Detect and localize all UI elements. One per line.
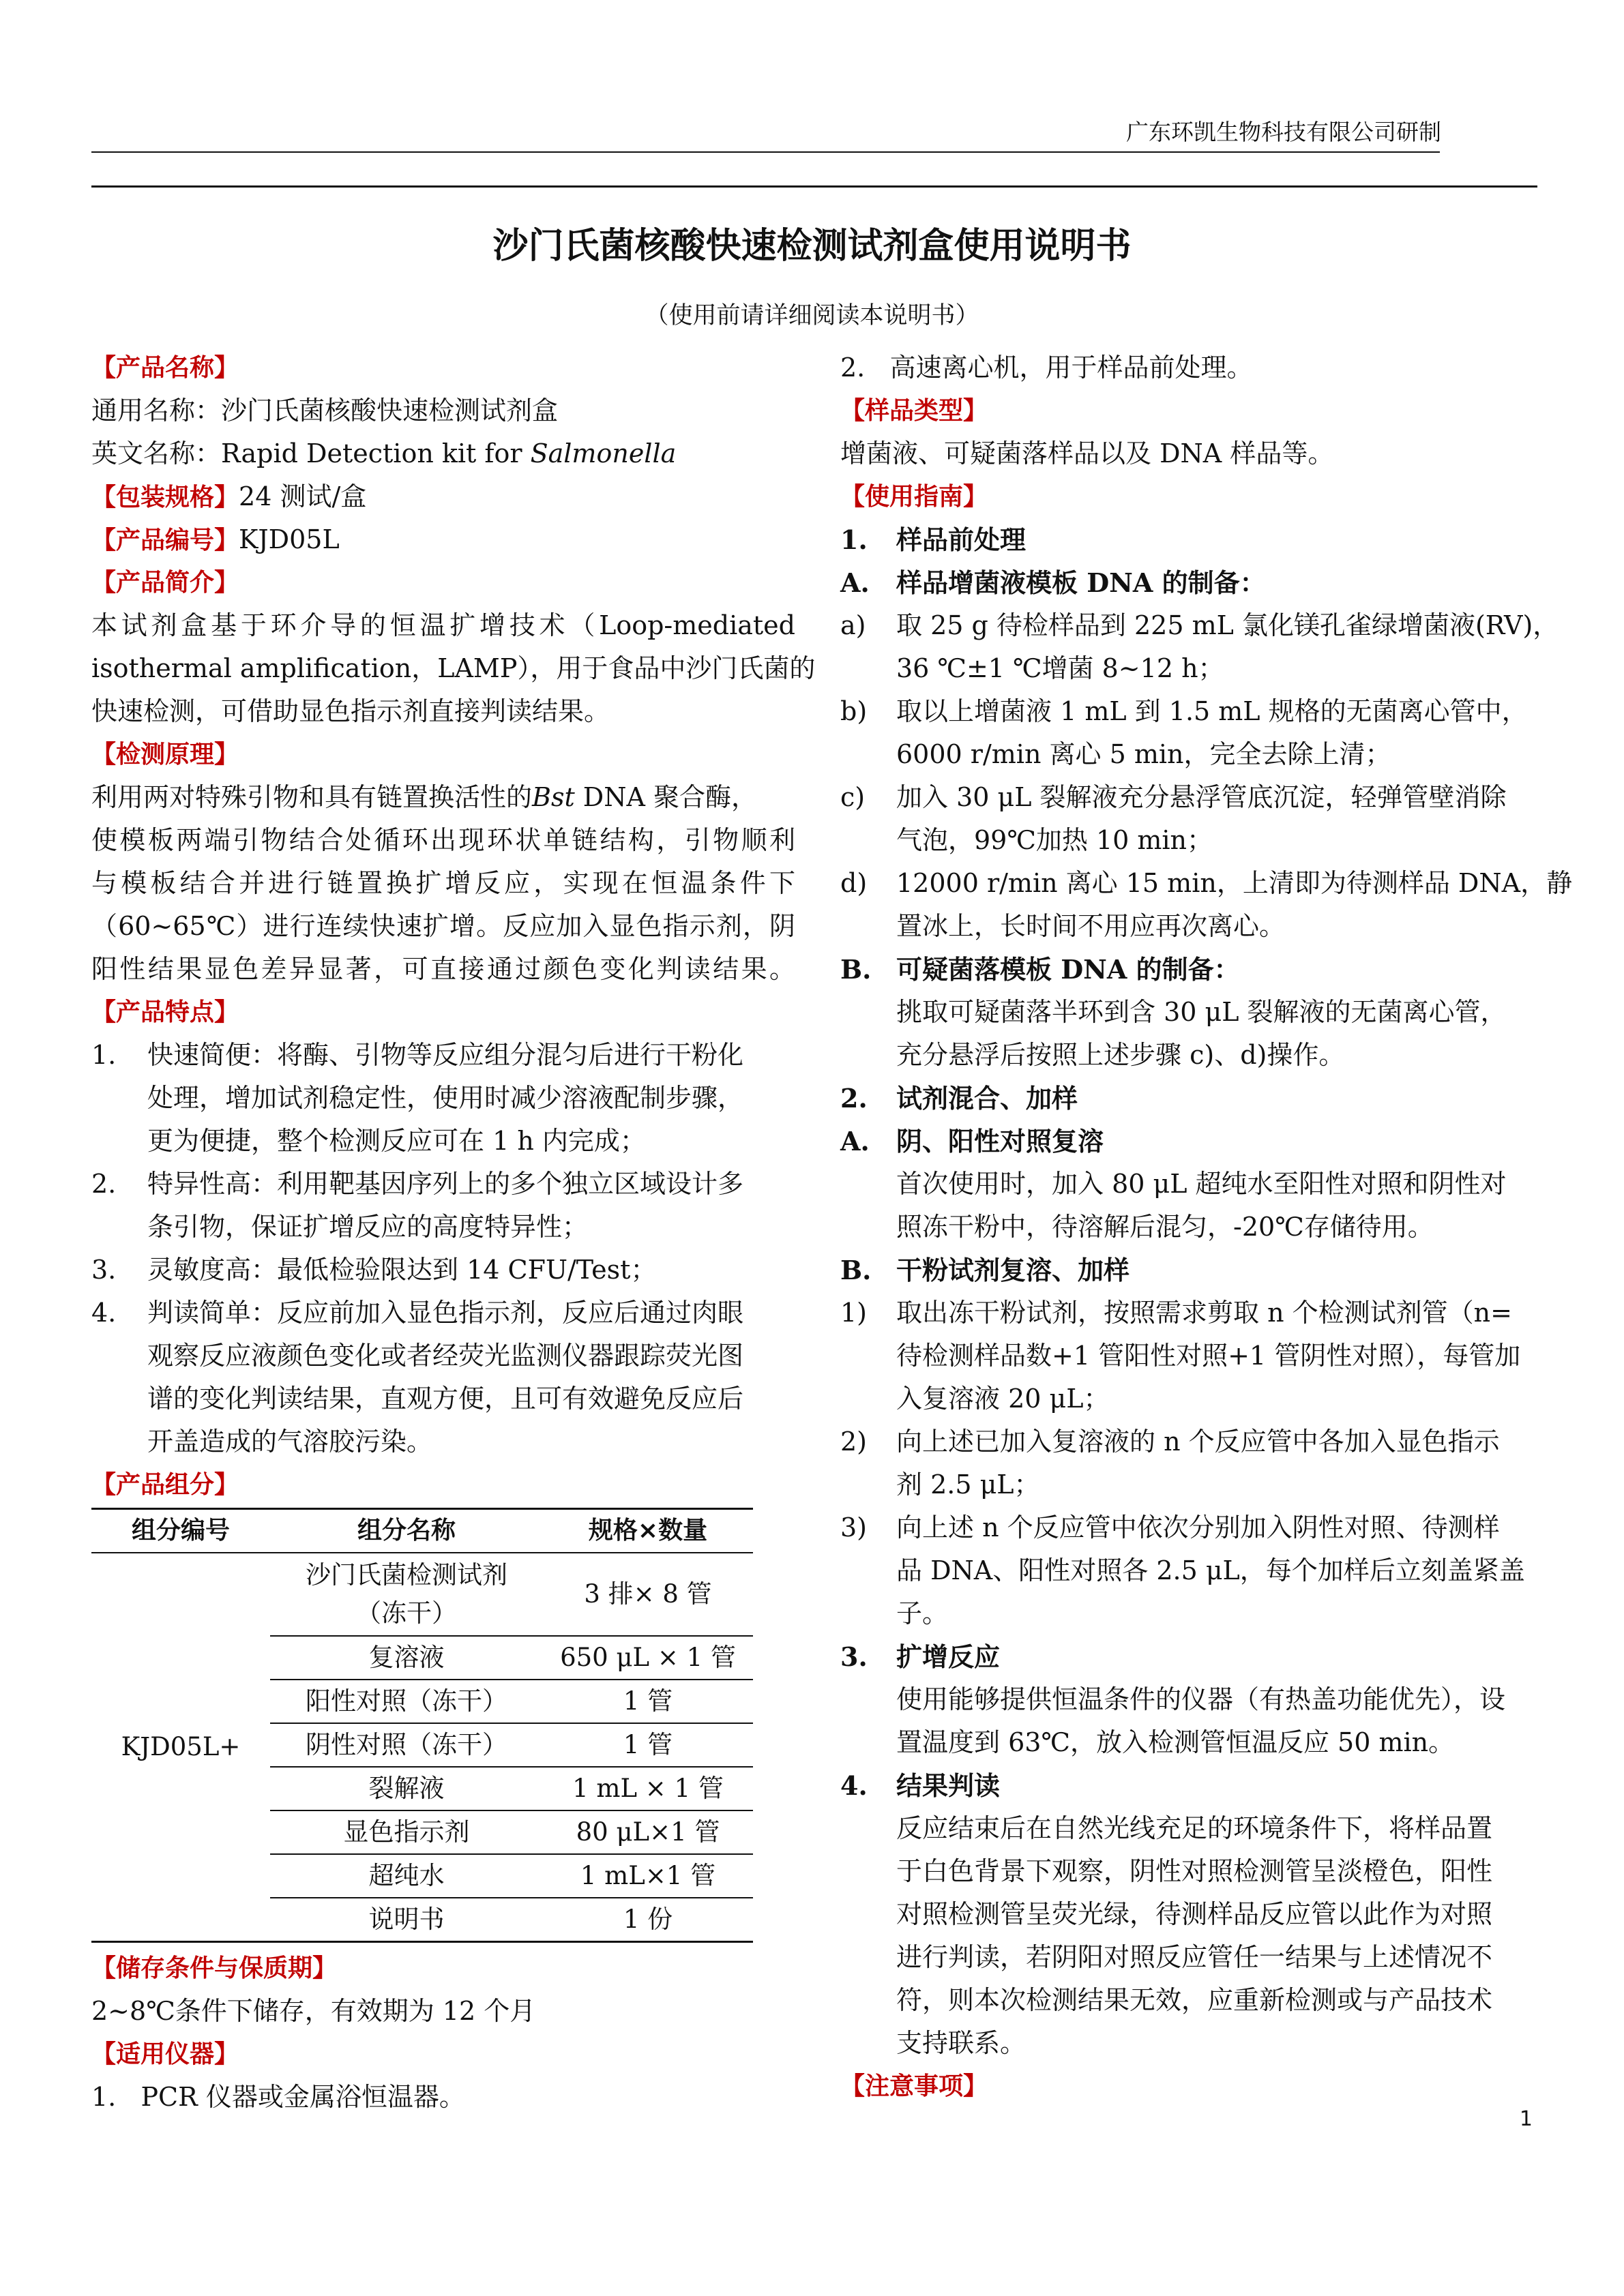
feature-text: 谱的变化判读结果，直观方便，且可有效避免反应后: [147, 1384, 744, 1414]
substep-text: 品 DNA、阳性对照各 2.5 μL，每个加样后立刻盖紧盖: [896, 1555, 1525, 1585]
feature-text: 判读简单：反应前加入显色指示剂，反应后通过肉眼: [147, 1298, 744, 1328]
step-title: 样品增菌液模板 DNA 的制备：: [896, 567, 1266, 598]
left-column: [91, 346, 816, 2119]
substep-text: 36 ℃±1 ℃增菌 8~12 h；: [896, 653, 1224, 683]
step-title: 结果判读: [896, 1770, 1001, 1801]
feature-text: 处理，增加试剂稳定性，使用时减少溶液配制步骤，: [147, 1083, 744, 1113]
section-sample-type: 【样品类型】: [840, 397, 988, 425]
substep-number: 2): [840, 1427, 868, 1457]
table-cell-spec: 1 mL × 1 管: [572, 1774, 724, 1803]
step-title: 试剂混合、加样: [896, 1083, 1078, 1114]
step-text: 于白色背景下观察，阴性对照检测管呈淡橙色，阳性: [896, 1856, 1493, 1886]
table-cell-name: 阴性对照（冻干）: [306, 1730, 507, 1759]
substep-number: b): [840, 696, 868, 726]
step-text: 反应结束后在自然光线充足的环境条件下，将样品置: [896, 1813, 1493, 1843]
substep-text: 气泡，99℃加热 10 min；: [896, 825, 1213, 855]
company-header: 广东环凯生物科技有限公司研制: [1126, 119, 1441, 145]
step-number: B.: [840, 954, 872, 985]
table-code-cell: KJD05L+: [121, 1732, 241, 1761]
step-text: 对照检测管呈荧光绿，待测样品反应管以此作为对照: [896, 1899, 1493, 1929]
table-cell-name: 显色指示剂: [343, 1817, 470, 1847]
substep-line: [840, 1420, 1544, 1463]
feature-text: 快速简便：将酶、引物等反应组分混匀后进行干粉化: [147, 1040, 744, 1070]
step-number: A.: [840, 1126, 870, 1157]
feature-number: 1.: [91, 1040, 117, 1070]
step-heading: [840, 1249, 1544, 1292]
feature-item: [91, 1292, 795, 1463]
table-cell-name: 说明书: [368, 1905, 445, 1934]
step-number: 3.: [840, 1641, 868, 1672]
table-cell-name: 复溶液: [368, 1643, 445, 1672]
table-cell-name: 裂解液: [368, 1774, 445, 1803]
table-cell-name: 阳性对照（冻干）: [306, 1686, 507, 1716]
section-principle: 【检测原理】: [91, 741, 239, 769]
components-table: [91, 1508, 753, 1943]
step-heading: [840, 1120, 1544, 1163]
principle-line: 使模板两端引物结合处循环出现环状单链结构，引物顺利: [91, 825, 795, 855]
feature-text: 条引物，保证扩增反应的高度特异性；: [147, 1212, 589, 1242]
table-cell-spec: 1 管: [623, 1730, 673, 1759]
substep-number: 1): [840, 1298, 868, 1328]
substep-number: 3): [840, 1512, 868, 1542]
table-header: 组分名称: [357, 1517, 456, 1545]
feature-text: 特异性高：利用靶基因序列上的多个独立区域设计多: [147, 1169, 744, 1199]
feature-line: [91, 1034, 795, 1077]
feature-number: 4.: [91, 1298, 117, 1328]
section-product-name: 【产品名称】: [91, 354, 239, 382]
feature-number: 2.: [91, 1169, 117, 1199]
step-heading: [840, 561, 1544, 604]
step-heading: [840, 1764, 1544, 1807]
principle-line: 阳性结果显色差异显著，可直接通过颜色变化判读结果。: [91, 954, 795, 984]
code-value: KJD05L: [239, 524, 340, 554]
step-number: 4.: [840, 1770, 868, 1801]
intro-line: 快速检测，可借助显色指示剂直接判读结果。: [91, 696, 610, 726]
step-number: 2.: [840, 1083, 868, 1114]
step-number: A.: [840, 567, 870, 598]
section-intro: 【产品简介】: [91, 569, 239, 597]
substep-text: 剂 2.5 μL；: [896, 1470, 1040, 1500]
storage-text: 2~8℃条件下储存，有效期为 12 个月: [91, 1996, 536, 2026]
feature-item: [91, 1163, 795, 1249]
feature-text: 观察反应液颜色变化或者经荧光监测仪器跟踪荧光图: [147, 1341, 744, 1371]
substep-line: [840, 862, 1573, 905]
component-name: 沙门氏菌检测试剂（冻干）: [306, 1560, 507, 1628]
substep-text: 置冰上，长时间不用应再次离心。: [896, 911, 1286, 941]
feature-item: [91, 1249, 795, 1292]
english-name-italic: Salmonella: [530, 438, 677, 468]
table-cell-name: [270, 1553, 543, 1636]
substep-text: 6000 r/min 离心 5 min，完全去除上清；: [896, 739, 1391, 769]
section-instrument: 【适用仪器】: [91, 2040, 239, 2068]
step-text: 使用能够提供恒温条件的仪器（有热盖功能优先），设: [896, 1684, 1506, 1714]
english-name: [91, 432, 795, 475]
feature-line: [91, 1249, 795, 1292]
table-cell-spec: 1 管: [623, 1686, 673, 1716]
feature-line: [91, 1292, 795, 1335]
principle-bst: Bst: [532, 782, 575, 812]
substep-text: 待检测样品数+1 管阳性对照+1 管阴性对照），每管加: [896, 1341, 1521, 1371]
intro-line: isothermal amplification，LAMP），用于食品中沙门氏菌的: [91, 653, 816, 683]
section-notes: 【注意事项】: [840, 2072, 988, 2100]
step-title: 样品前处理: [896, 524, 1027, 555]
table-cell-spec: 80 μL×1 管: [576, 1817, 720, 1847]
feature-text: 更为便捷，整个检测反应可在 1 h 内完成；: [147, 1126, 646, 1156]
step-title: 阴、阳性对照复溶: [896, 1126, 1104, 1157]
step-text: 照冻干粉中，待溶解后混匀，-20℃存储待用。: [896, 1212, 1434, 1242]
substep-line: [840, 1292, 1544, 1335]
right-column: [840, 346, 1573, 2108]
section-code: 【产品编号】: [91, 526, 239, 554]
substep-number: a): [840, 610, 866, 640]
english-name-prefix: 英文名称：Rapid Detection kit for: [91, 438, 531, 468]
table-cell-spec: 3 排× 8 管: [584, 1579, 712, 1609]
substep-line: [840, 776, 1544, 819]
step-heading: [840, 518, 1544, 561]
substep-number: d): [840, 868, 868, 898]
step-text: 进行判读，若阴阳对照反应管任一结果与上述情况不: [896, 1942, 1493, 1972]
step-text: 挑取可疑菌落半环到含 30 μL 裂解液的无菌离心管，: [896, 997, 1507, 1027]
substep-text: 加入 30 μL 裂解液充分悬浮管底沉淀，轻弹管壁消除: [896, 782, 1507, 812]
header-rule-thick: [91, 185, 1537, 188]
substep-text: 12000 r/min 离心 15 min，上清即为待测样品 DNA，静: [896, 868, 1573, 898]
substep-text: 子。: [896, 1598, 949, 1628]
header-rule: [91, 151, 1440, 153]
table-header: 规格×数量: [588, 1517, 708, 1545]
step-text: 首次使用时，加入 80 μL 超纯水至阳性对照和阴性对: [896, 1169, 1507, 1199]
feature-item: [91, 1034, 795, 1163]
pack-value: 24 测试/盒: [239, 481, 367, 511]
principle-text: 利用两对特殊引物和具有链置换活性的: [91, 782, 533, 812]
instrument-item: 1. PCR 仪器或金属浴恒温器。: [91, 2082, 465, 2112]
sample-text: 增菌液、可疑菌落样品以及 DNA 样品等。: [840, 438, 1334, 468]
principle-line: （60~65℃）进行连续快速扩增。反应加入显色指示剂，阴: [91, 911, 795, 941]
step-heading: [840, 948, 1544, 991]
substep-text: 入复溶液 20 μL；: [896, 1384, 1110, 1414]
substep-text: 取 25 g 待检样品到 225 mL 氯化镁孔雀绿增菌液(RV)，: [896, 610, 1559, 640]
product-code: [91, 518, 795, 561]
step-text: 支持联系。: [896, 2028, 1027, 2058]
principle-line: 与模板结合并进行链置换扩增反应，实现在恒温条件下: [91, 868, 795, 898]
substep-text: 向上述已加入复溶液的 n 个反应管中各加入显色指示: [896, 1427, 1500, 1457]
table-header-row: [91, 1509, 753, 1553]
pack-spec: [91, 475, 795, 518]
feature-line: [91, 1163, 795, 1206]
substep-text: 取以上增菌液 1 mL 到 1.5 mL 规格的无菌离心管中，: [896, 696, 1528, 726]
step-title: 扩增反应: [896, 1641, 1001, 1672]
instrument-item: 2. 高速离心机，用于样品前处理。: [840, 353, 1253, 383]
step-heading: [840, 1077, 1544, 1120]
table-cell-name: 超纯水: [368, 1861, 445, 1890]
feature-number: 3.: [91, 1255, 117, 1285]
section-guide: 【使用指南】: [840, 483, 988, 511]
table-header: 组分编号: [131, 1517, 230, 1545]
section-features: 【产品特点】: [91, 998, 239, 1026]
substep-line: [840, 1506, 1544, 1549]
step-text: 置温度到 63℃，放入检测管恒温反应 50 min。: [896, 1727, 1455, 1757]
section-storage: 【储存条件与保质期】: [91, 1954, 338, 1982]
generic-name: 通用名称：沙门氏菌核酸快速检测试剂盒: [91, 396, 559, 426]
step-title: 可疑菌落模板 DNA 的制备：: [896, 954, 1240, 985]
substep-text: 向上述 n 个反应管中依次分别加入阴性对照、待测样: [896, 1512, 1500, 1542]
substep-line: [840, 604, 1559, 647]
substep-number: c): [840, 782, 866, 812]
step-text: 充分悬浮后按照上述步骤 c)、d)操作。: [896, 1040, 1345, 1070]
step-number: 1.: [840, 524, 868, 555]
table-row: [91, 1553, 753, 1636]
intro-line: 本试剂盒基于环介导的恒温扩增技术（Loop-mediated: [91, 610, 795, 640]
table-cell-spec: 650 μL × 1 管: [560, 1643, 736, 1672]
table-cell-spec: 1 mL×1 管: [580, 1861, 716, 1890]
principle-line: [91, 776, 795, 819]
substep-line: [840, 690, 1544, 733]
section-components: 【产品组分】: [91, 1471, 239, 1499]
document-title: 沙门氏菌核酸快速检测试剂盒使用说明书: [492, 226, 1132, 267]
step-heading: [840, 1635, 1544, 1678]
document-subtitle: （使用前请详细阅读本说明书）: [645, 302, 979, 329]
step-text: 符，则本次检测结果无效，应重新检测或与产品技术: [896, 1985, 1493, 2015]
substep-text: 取出冻干粉试剂，按照需求剪取 n 个检测试剂管（n=: [896, 1298, 1512, 1328]
page-number: 1: [1519, 2107, 1533, 2131]
feature-text: 开盖造成的气溶胶污染。: [147, 1427, 433, 1457]
step-number: B.: [840, 1255, 872, 1285]
step-title: 干粉试剂复溶、加样: [896, 1255, 1130, 1285]
feature-text: 灵敏度高：最低检验限达到 14 CFU/Test；: [147, 1255, 657, 1285]
section-pack: 【包装规格】: [91, 483, 239, 511]
principle-text: DNA 聚合酶，: [574, 782, 758, 812]
table-cell-spec: 1 份: [623, 1905, 673, 1934]
